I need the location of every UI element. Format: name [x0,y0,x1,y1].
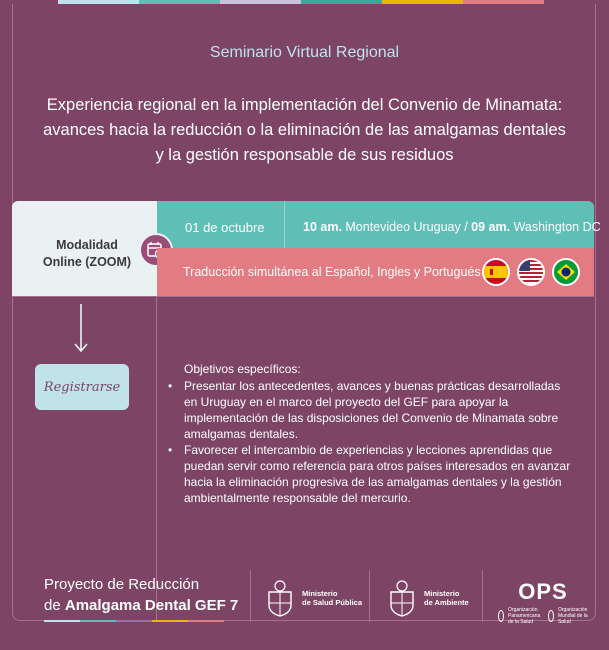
register-button[interactable]: Registrarse [35,364,129,410]
ministry-health-line: de Salud Pública [302,598,363,607]
ministry-health-name [302,589,362,607]
footer-divider [369,570,370,622]
project-name [44,574,238,616]
ministry-environment-line: de Ambiente [424,598,469,607]
spain-flag-icon [482,258,510,286]
place-washington: Washington DC [510,220,601,234]
modality-label [37,237,137,271]
ops-subtitle-who: Organización Mundial de la Salud [557,607,588,625]
ops-logo [498,579,588,625]
modality-panel [12,201,157,297]
coat-of-arms-icon [386,579,418,617]
objectives-section [184,361,574,506]
ops-affiliations [498,607,588,625]
project-prefix: de [44,597,65,614]
headline-line: Experiencia regional en la implementación del Convenio de Minamata: [46,96,563,114]
modality-label-line: Online (ZOOM) [42,255,132,269]
headline-line: avances hacia la reducción o la eliminación de las amalgamas dentales [43,121,566,139]
objectives-title: Objetivos específicos: [184,362,301,376]
event-headline [30,93,579,168]
time-washington: 09 am. [471,220,511,234]
usa-flag-icon [517,258,545,286]
project-name-line: Proyecto de Reducción [44,576,200,593]
ops-subtitle-paho: Organización Panamericana de la Salud [508,607,541,625]
ministry-environment-line: Ministerio [424,589,460,598]
ops-wordmark: OPS [518,579,568,604]
brazil-flag-icon [552,258,580,286]
coat-of-arms-icon [264,579,296,617]
objectives-list [184,378,574,506]
project-underline [44,620,224,622]
list-item: • Favorecer el intercambio de experiencias y lecciones aprendidas que puedan servir como referencia para otros países interesados en avanzar hacia la eliminación progresiva de las amalgamas dentales y la gestión ambientalmente responsable del mercurio. [184,442,574,506]
footer-divider [482,570,483,622]
project-name-line [44,595,238,616]
ministry-health-logo [264,578,362,618]
arrow-down-icon [72,302,90,356]
ministry-environment-logo [386,578,469,618]
column-divider [156,297,157,620]
who-emblem-icon [548,610,554,622]
headline-line: y la gestión responsable de sus residuos [155,146,454,164]
paho-emblem-icon [498,610,504,622]
footer-divider [250,570,251,622]
place-montevideo: Montevideo Uruguay / [341,220,472,234]
section-divider [12,296,594,297]
time-montevideo: 10 am. [303,220,342,234]
list-item: • Presentar los antecedentes, avances y buenas prácticas desarrolladas en Uruguay en el marco del proyecto del GEF para apoyar la implementación de las disposiciones del Convenio de Minamata sobre amalgamas dentales. [184,378,574,442]
event-date: 01 de octubre [185,220,265,235]
ministry-environment-name [424,589,469,607]
translation-label: Traducción simultánea al Español, Ingles y Portugués [183,265,481,279]
event-time [303,220,601,234]
event-type-label: Seminario Virtual Regional [209,44,400,61]
project-title-bold: Amalgama Dental GEF 7 [64,597,239,614]
modality-label-line: Modalidad [56,238,118,252]
ministry-health-line: Ministerio [302,589,338,598]
schedule-divider [284,201,285,248]
